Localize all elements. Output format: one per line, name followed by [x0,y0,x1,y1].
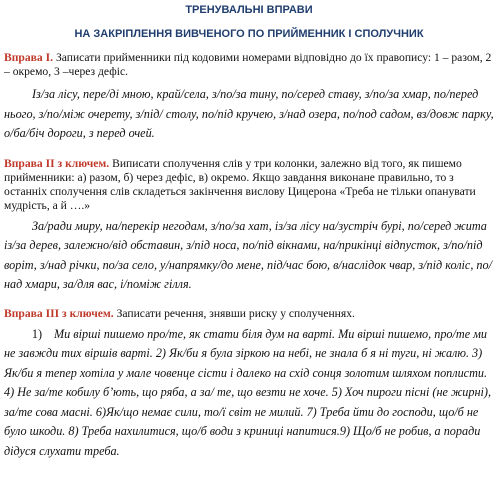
document-subtitle: НА ЗАКРІПЛЕННЯ ВИВЧЕНОГО ПО ПРИЙМЕННИК І СПОЛУЧНИК [74,28,424,40]
exercise-1-body: Із/за лісу, пере/ді мною, край/села, з/по/за тину, по/серед ставу, з/по/за хмар, по/перед нього, з/по/між очерету, з/під/ столу, по/під кручею, з/над озера, по/под садом, вз/довж парку, о/ба/біч дороги, з перед очей. [4,87,494,140]
exercise-1-title: Вправа І. [4,51,54,64]
exercise-3-sentences: Ми вірші пишемо про/те, як стати біля дум на варті. Ми вірші пишемо, про/те ми не завжди тих віршів варті. 2) Як/би я була зіркою на небі, не знала б я ні туги, ні жалю. 3) Як/би я тепер хотіла у мале човенце сісти і далеко на схід сонця золотим шляхом поплисти. 4) Не за/те кобилу б’ють, що ряба, а за/ те, що везти не хоче. 5) Хоч пироги пісні (не жирні), за/те сова масні. 6)Як/що немає сили, то/ї світ не милий. 7) Треба йти до господи, що/б не було шкоди. 8) Треба нахилитися, що/б води з криниці напитися.9) Що/б не робив, а поради дідуся слухати треба. [4,326,492,458]
exercise-2-title: Вправа ІІ з ключем. [4,156,110,170]
exercise-2-text: Виписати сполучення слів у три колонки, залежно від того, як пишемо прийменники: а) разом, б) через дефіс, в) окремо. Якщо завдання виконане правильно, то з останніх сполучення слів складеться закінчення вислову Цицерона «Треба не тільки опанувати мудрість, а й ….» [4,156,476,212]
exercise-3-instruction [4,307,494,321]
document-header [4,3,494,41]
exercise-1-instruction [4,51,494,79]
document-title: ТРЕНУВАЛЬНІ ВПРАВИ [185,4,313,16]
exercise-3-title: Вправа ІІІ з ключем. [4,306,114,320]
exercise-3-number: 1) [31,326,42,341]
exercise-3-text: Записати речення, знявши риску у сполученнях. [116,306,355,320]
exercise-2-body: За/ради миру, на/перекір негодам, з/по/за хат, із/за лісу на/зустріч бурі, по/серед жита із/за дерев, залежно/від обставин, з/під носа, по/під вікнами, на/прикінці відпусток, з/по/під воріт, з/над річки, по/за село, у/напрямку/до мене, під/час бою, в/наслідок чвар, з/під коліс, по/над хмари, за/для вас, і/поміж гілля. [4,218,493,291]
exercise-3-body [4,325,494,462]
exercise-2-instruction [4,157,494,213]
exercise-1-text: Записати прийменники під кодовими номерами відповідно до їх правопису: 1 – разом, 2 – окремо, 3 –через дефіс. [4,51,492,78]
